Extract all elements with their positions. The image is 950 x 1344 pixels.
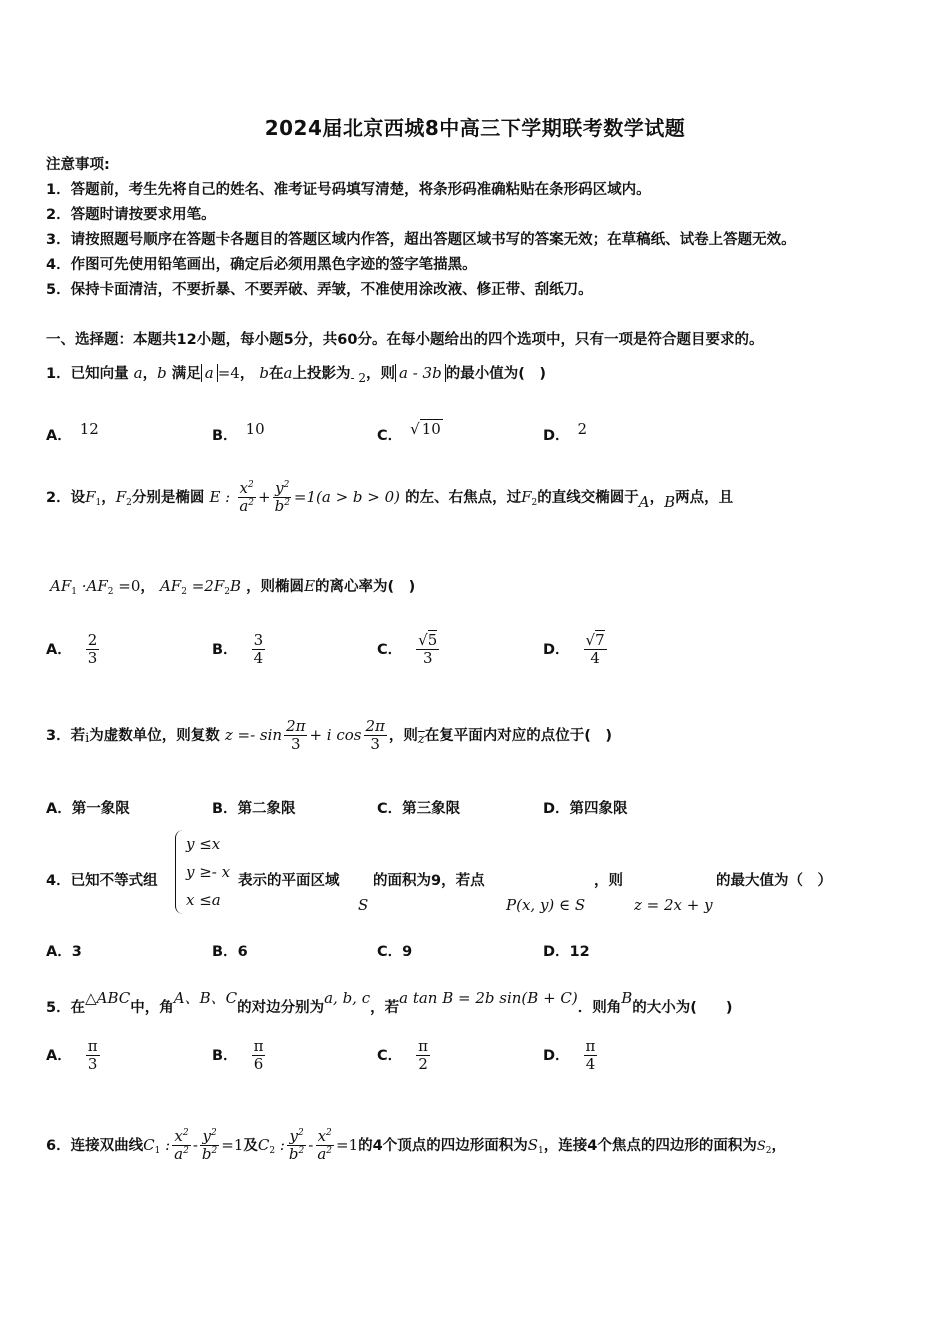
- q3-option-d[interactable]: [543, 797, 628, 818]
- option-value: 第三象限: [402, 801, 461, 817]
- q6-text: ，: [771, 1137, 786, 1154]
- q2-text: 两点，且: [675, 489, 734, 506]
- option-value: 12: [569, 944, 590, 960]
- q1-text: 上投影为: [292, 366, 351, 382]
- q1-expression: a - 3b: [395, 364, 446, 382]
- q1-sep: ，: [239, 366, 255, 382]
- q3-z-expr: + i cos: [309, 725, 362, 744]
- page-title: 2024届北京西城8中高三下学期联考数学试题: [264, 116, 686, 140]
- option-fraction: $\frac{√5}{3}$: [418, 631, 438, 668]
- option-value: 10: [421, 420, 441, 438]
- question-5: [46, 987, 733, 1017]
- option-letter: C．: [377, 428, 403, 444]
- q2-frac-y: $\frac{y^2}{b^2}$: [274, 479, 290, 516]
- q5-text: 的对边分别为: [237, 1000, 325, 1016]
- option-value: 6: [237, 944, 248, 960]
- q6-c2: C: [257, 1135, 270, 1154]
- q6-text: 及: [243, 1137, 258, 1154]
- option-fraction: $\frac{2}{3}$: [87, 631, 98, 668]
- q3-text: 为虚数单位，则复数: [89, 727, 220, 744]
- q2-f2: F: [115, 487, 127, 506]
- q1-option-a[interactable]: [46, 420, 99, 445]
- option-letter: C．: [377, 1047, 403, 1064]
- q3-text: 在复平面内对应的点位于( ): [424, 727, 613, 744]
- option-value: 2: [577, 420, 588, 438]
- q1-text: 在: [269, 366, 284, 382]
- q6-c1: C: [143, 1135, 155, 1154]
- q2-f1: F: [85, 487, 96, 506]
- option-fraction: $\frac{3}{4}$: [253, 631, 264, 668]
- option-letter: D．: [543, 801, 570, 817]
- q2-text: ，则椭圆: [246, 579, 305, 595]
- option-letter: B．: [212, 1047, 238, 1064]
- q5-text: 的大小为( ): [632, 1000, 733, 1016]
- q4-ineq-2: y ≥- x: [186, 863, 231, 881]
- question-2-cont: $AF_1 \cdot AF_2 =0$， $AF_2 =2F_2B$ ，则椭圆E的离心率为( ): [50, 577, 416, 597]
- q4-text-3: 的面积为9，若点: [373, 873, 485, 889]
- option-value: 第四象限: [569, 801, 628, 817]
- question-1: [46, 362, 546, 385]
- option-fraction: $\frac{\pi}{3}$: [87, 1037, 98, 1074]
- q4-region-s: S: [358, 896, 369, 914]
- q2-sep: ，: [101, 489, 116, 506]
- q4-option-d[interactable]: [543, 940, 590, 961]
- q2-text: 2．设: [46, 489, 86, 506]
- q4-option-c[interactable]: [377, 940, 412, 961]
- q2-option-b[interactable]: [212, 632, 267, 668]
- q2-f1-sub: 1: [95, 497, 102, 508]
- q2-f2-sub: 2: [531, 497, 538, 508]
- q1-sep: ，: [142, 366, 158, 382]
- q4-text-2: 表示的平面区域: [238, 873, 340, 889]
- q5-option-c[interactable]: [377, 1038, 432, 1074]
- q1-option-d[interactable]: [543, 420, 587, 445]
- sqrt-icon: √: [418, 631, 428, 649]
- q5-equation: a tan B = 2b sin(B + C): [399, 989, 578, 1007]
- q5-angle-b: B: [621, 989, 633, 1007]
- option-value: 3: [71, 944, 82, 960]
- q2-ellipse-e: E: [304, 577, 316, 595]
- q1-option-b[interactable]: [212, 420, 265, 445]
- q5-text: ．则角: [577, 1000, 622, 1016]
- q6-frac-2: $\frac{y^2}{b^2}$: [201, 1127, 218, 1164]
- q4-option-a[interactable]: [46, 940, 82, 961]
- option-letter: A．: [46, 1047, 72, 1064]
- option-value: 10: [245, 420, 265, 438]
- option-letter: D．: [543, 944, 570, 960]
- q6-text: ，连接4个焦点的四边形的面积为: [543, 1137, 757, 1154]
- q1-vec-a: a: [283, 364, 293, 382]
- option-letter: B．: [212, 801, 238, 817]
- option-value: 9: [402, 944, 413, 960]
- option-letter: B．: [212, 428, 238, 444]
- notice-item-1: 1．答题前，考生先将自己的姓名、准考证号码填写清楚，将条形码准确粘贴在条形码区域内。: [46, 182, 651, 198]
- option-letter: D．: [543, 1047, 570, 1064]
- q2-option-d[interactable]: [543, 632, 609, 668]
- q2-point-a: A: [638, 492, 650, 511]
- q2-sep: ，: [140, 579, 155, 595]
- q6-s2: S: [756, 1138, 766, 1154]
- option-letter: D．: [543, 428, 570, 444]
- q4-z-expr: z = 2x + y: [634, 896, 713, 914]
- option-fraction: $\frac{\pi}{4}$: [585, 1037, 596, 1074]
- option-fraction: $\frac{\pi}{2}$: [418, 1037, 429, 1074]
- option-letter: A．: [46, 944, 72, 960]
- option-letter: C．: [377, 641, 403, 658]
- q1-projection: - 2: [350, 371, 366, 385]
- q3-option-b[interactable]: [212, 797, 296, 818]
- sqrt-icon: √: [585, 631, 596, 649]
- notice-item-3: 3．请按照题号顺序在答题卡各题目的答题区域内作答，超出答题区域书写的答案无效；在草稿纸、试卷上答题无效。: [46, 232, 796, 248]
- notice-item-4: 4．作图可先使用铅笔画出，确定后必须用黑色字迹的签字笔描黑。: [46, 257, 477, 273]
- q2-text: 的左、右焦点，过: [405, 489, 522, 506]
- q2-f2: F: [521, 487, 532, 506]
- q5-angles: A、B、C: [173, 989, 238, 1007]
- sqrt-icon: √ 10: [410, 420, 441, 438]
- q1-text: 1．已知向量: [46, 366, 129, 382]
- q5-sides: a, b, c: [324, 989, 371, 1007]
- q2-cond1: AF: [50, 577, 72, 595]
- q6-frac-3: $\frac{y^2}{b^2}$: [288, 1127, 305, 1164]
- q4-option-b[interactable]: [212, 940, 248, 961]
- option-fraction: $\frac{√7}{4}$: [585, 631, 605, 668]
- q4-text-4: ，则: [594, 873, 623, 889]
- q4-ineq-3: x ≤a: [186, 891, 221, 909]
- q2-ellipse-eq: =1(a > b > 0): [293, 487, 401, 506]
- q2-f2-sub: 2: [126, 497, 132, 508]
- q4-text: 4．已知不等式组: [46, 873, 158, 889]
- q2-text: 分别是椭圆: [131, 489, 205, 506]
- q2-option-c[interactable]: [377, 632, 441, 668]
- q3-i: i: [85, 730, 90, 746]
- q1-option-c[interactable]: [377, 420, 443, 445]
- notice-item-5: 5．保持卡面清洁，不要折暴、不要弄破、弄皱，不准使用涂改液、修正带、刮纸刀。: [46, 282, 593, 298]
- option-letter: A．: [46, 428, 72, 444]
- option-value: 第二象限: [237, 801, 296, 817]
- q2-cond2: AF: [159, 577, 182, 595]
- option-letter: A．: [46, 801, 72, 817]
- q3-frac-2: $\frac{2\pi}{3}$: [365, 717, 385, 754]
- q6-frac-1: $\frac{x^2}{a^2}$: [174, 1127, 189, 1164]
- option-fraction: $\frac{\pi}{6}$: [253, 1037, 264, 1074]
- q5-triangle: △ABC: [85, 989, 131, 1007]
- q3-option-c[interactable]: [377, 797, 460, 818]
- question-3: [46, 718, 612, 754]
- q5-text: 中，角: [130, 1000, 174, 1016]
- q3-z-expr: z =- sin: [224, 725, 283, 744]
- q4-ineq-1: y ≤x: [186, 835, 221, 853]
- q2-frac-x: $\frac{x^2}{a^2}$: [239, 479, 254, 516]
- q5-text: 5．在: [46, 1000, 86, 1016]
- option-value: 12: [79, 420, 99, 438]
- notice-heading: 注意事项:: [46, 157, 110, 173]
- q3-zbar: $\overline{z}$: [417, 731, 425, 747]
- option-letter: C．: [377, 801, 403, 817]
- q1-eq4: =4: [217, 364, 240, 382]
- q1-vec-b: b: [157, 364, 167, 382]
- q5-option-b[interactable]: [212, 1038, 267, 1074]
- q1-text: 的最小值为( ): [445, 366, 546, 382]
- notice-item-2: 2．答题时请按要求用笔。: [46, 207, 216, 223]
- q2-point-b: B: [664, 492, 676, 511]
- q1-abs-a: a: [201, 364, 218, 382]
- q6-text: 的4个顶点的四边形面积为: [358, 1137, 528, 1154]
- q2-option-a[interactable]: [46, 632, 101, 668]
- q3-option-a[interactable]: [46, 797, 130, 818]
- section-heading: 一、选择题：本题共12小题，每小题5分，共60分。在每小题给出的四个选项中，只有一项是符合题目要求的。: [46, 332, 764, 348]
- q2-text: 的离心率为( ): [315, 579, 416, 595]
- q3-frac-1: $\frac{2\pi}{3}$: [286, 717, 306, 754]
- q5-option-a[interactable]: [46, 1038, 102, 1074]
- option-value: 第一象限: [71, 801, 130, 817]
- q6-frac-4: $\frac{x^2}{a^2}$: [317, 1127, 333, 1164]
- q4-point-p: P(x, y) ∈ S: [506, 896, 586, 914]
- q1-text: ，则: [366, 366, 395, 382]
- q4-inequality-system: [175, 830, 230, 914]
- q6-s1: S: [527, 1135, 539, 1154]
- q3-text: ，则: [388, 727, 418, 744]
- q1-vec-a: a: [133, 364, 143, 382]
- q6-text: 6．连接双曲线: [46, 1137, 144, 1154]
- q3-text: 3．若: [46, 727, 86, 744]
- q1-vec-b: b: [259, 364, 270, 382]
- option-letter: B．: [212, 641, 238, 658]
- option-letter: C．: [377, 944, 403, 960]
- question-4: [46, 869, 158, 890]
- option-letter: D．: [543, 641, 570, 658]
- question-2: 2．设$F_1$，$F_2$分别是椭圆 E : $\frac{x^2}{a^2}$ + $\frac{y^2}{b^2}$ =1(a > b > 0) 的左、右焦点，过$F_2$的直线交椭圆于A，B两点，且: [46, 479, 734, 516]
- question-6: 6．连接双曲线$C_1$ : $\frac{x^2}{a^2}$ - $\frac{y^2}{b^2}$ =1及$C_2$ : $\frac{y^2}{b^2}$ - $\frac{x^2}{a^2}$ =1的4个顶点的四边形面积为$S_1$，连接4个焦点的四边形的面积为$S_2$，: [46, 1127, 786, 1164]
- q2-sep: ，: [649, 489, 665, 506]
- option-letter: B．: [212, 944, 238, 960]
- q5-text: ，若: [370, 1000, 400, 1016]
- q1-text: 满足: [171, 366, 201, 382]
- option-letter: A．: [46, 641, 72, 658]
- q4-text-5: 的最大值为（ ）: [716, 873, 832, 889]
- q5-option-d[interactable]: [543, 1038, 599, 1074]
- q2-ellipse-name: E :: [209, 487, 231, 506]
- q2-text: 的直线交椭圆于: [537, 489, 639, 506]
